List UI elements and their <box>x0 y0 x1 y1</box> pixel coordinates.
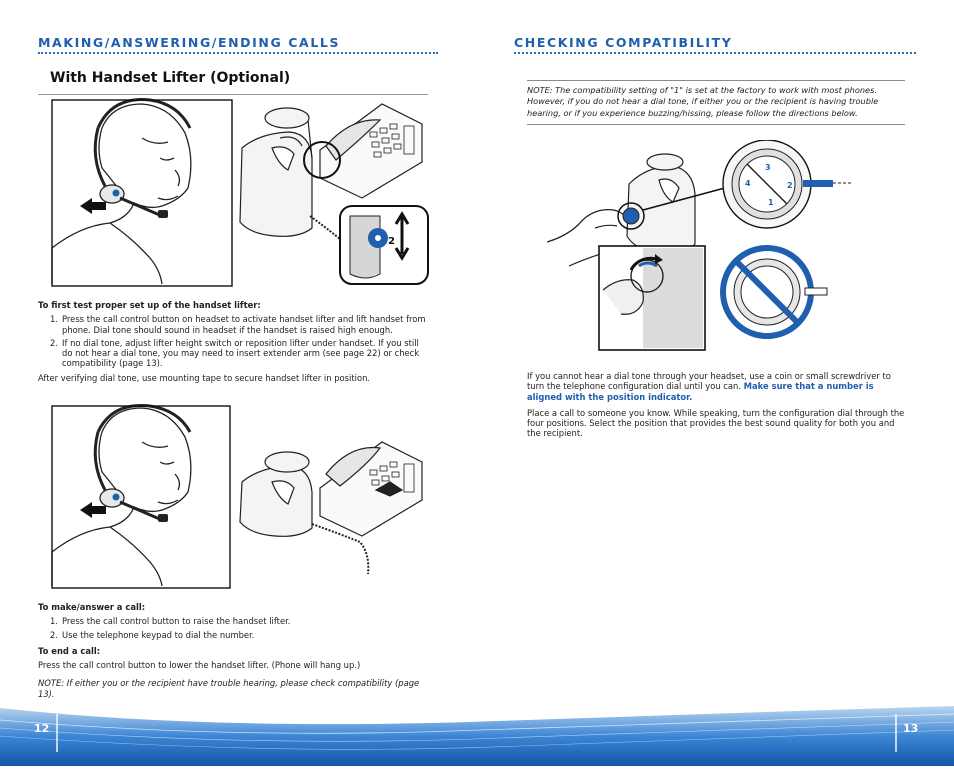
headset-lifter-setup-drawing <box>50 98 435 288</box>
section-divider <box>514 52 916 54</box>
compatibility-paragraph-2: Place a call to someone you know. While speaking, turn the configuration dial through the four positions. Select the position that provides the best sound quality for both you and the recipient. <box>527 407 905 439</box>
call-instructions <box>38 602 430 703</box>
left-note: NOTE: If either you or the recipient have trouble hearing, please check compatibility (page 13). <box>38 678 420 699</box>
footer-wave-graphic <box>0 700 954 766</box>
end-call-text: Press the call control button to lower the handset lifter. (Phone will hang up.) <box>38 660 361 671</box>
answer-step: 1. Press the call control button to raise the handset lifter. <box>50 616 291 627</box>
dial-label-1: 1 <box>768 198 774 207</box>
answer-steps <box>38 616 430 640</box>
setup-step: 2. If no dial tone, adjust lifter height switch or reposition lifter under handset. If you still do not hear a dial tone, you may need to insert extender arm (see page 22) or check compatibility (page 13). <box>50 337 420 369</box>
page-number-left: 12 <box>34 722 50 735</box>
section-divider <box>38 52 438 54</box>
answer-step: 2. Use the telephone keypad to dial the number. <box>50 629 255 640</box>
end-call-heading: To end a call: <box>38 645 101 656</box>
dial-label-2: 2 <box>787 181 793 190</box>
setup-after-text: After verifying dial tone, use mounting tape to secure handset lifter in position. <box>38 372 371 383</box>
illustration-headset-lifter-setup <box>50 98 435 288</box>
section-title-compatibility: CHECKING COMPATIBILITY <box>514 35 733 50</box>
answer-call-drawing <box>50 404 435 590</box>
alignment-highlight: Make sure that a number is aligned with the position indicator. <box>527 381 874 402</box>
illustration-configuration-dial <box>547 140 857 355</box>
left-page <box>0 0 477 766</box>
subheading-handset-lifter: With Handset Lifter (Optional) <box>50 70 291 86</box>
compatibility-paragraph-1: If you cannot hear a dial tone through your headset, use a coin or small screwdriver to turn the telephone configuration dial until you can. Make sure that a number is aligned with the position indicator. <box>527 371 891 402</box>
illustration-answer-call <box>50 404 435 590</box>
setup-steps <box>38 314 430 368</box>
section-title-calls: MAKING/ANSWERING/ENDING CALLS <box>38 35 341 50</box>
setup-step: 1. Press the call control button on headset to activate handset lifter and lift handset from phone. Dial tone should sound in headset if the handset is raised high enough. <box>50 314 426 335</box>
subheading-divider <box>38 94 428 95</box>
compatibility-note: NOTE: The compatibility setting of "1" is set at the factory to work with most phones. However, if you do not hear a dial tone, if either you or the recipient is having trouble hearing, or if you experience buzzing/hissing, please follow the directions below. <box>527 80 905 125</box>
dial-label-4: 4 <box>745 179 751 188</box>
setup-instructions <box>38 300 430 387</box>
compatibility-instructions <box>527 371 907 443</box>
configuration-dial-drawing <box>547 140 857 355</box>
footer-wave <box>0 700 954 766</box>
right-page <box>477 0 954 766</box>
dial-label-3: 3 <box>765 163 771 172</box>
page-number-right: 13 <box>903 722 919 735</box>
answer-heading: To make/answer a call: <box>38 602 146 612</box>
lifter-height-label: 2 <box>388 236 395 247</box>
setup-heading: To first test proper set up of the handset lifter: <box>38 300 261 310</box>
